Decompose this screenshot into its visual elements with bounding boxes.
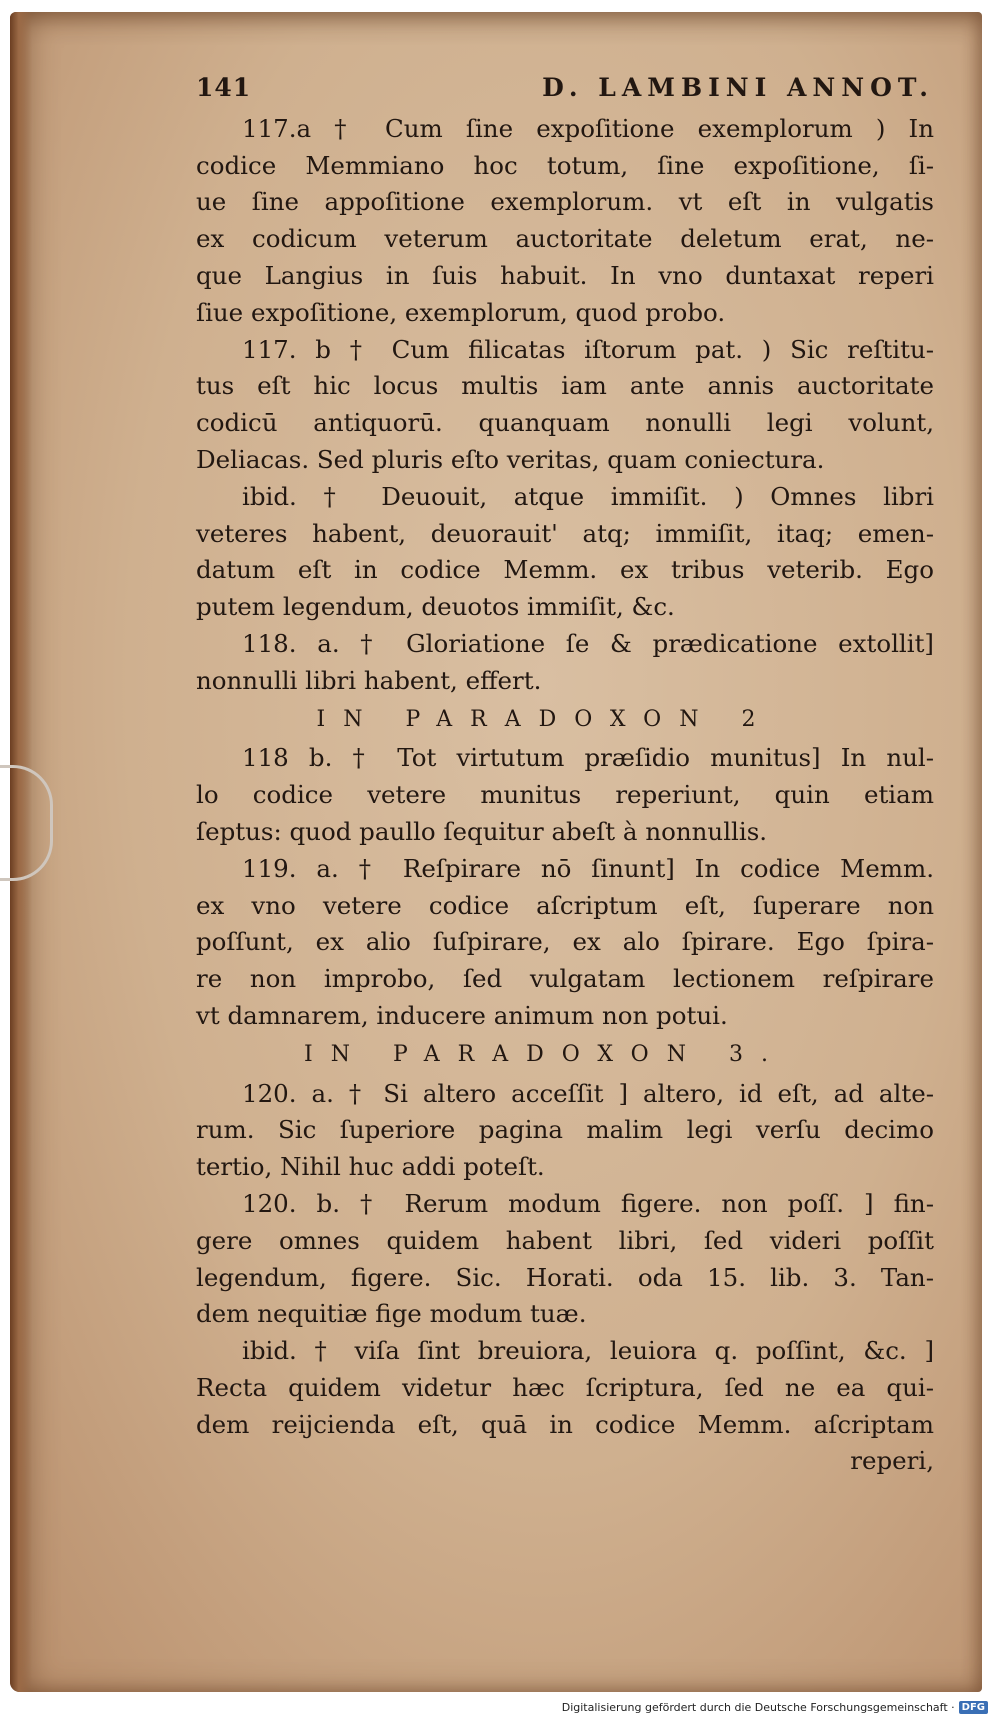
text-line: veteres habent, deuorauit' atq; immiſit, itaq; emen- [196, 518, 934, 548]
text-lines [196, 111, 934, 1480]
text-line: ſiue expoſitione, exemplorum, quod probo. [196, 297, 726, 327]
text-line: rum. Sic ſuperiore pagina malim legi verſu decimo [196, 1115, 934, 1145]
text-line: putem legendum, deuotos immiſit, &c. [196, 592, 675, 622]
text-line: dem reijcienda eſt, quā in codice Memm. aſcriptam [196, 1409, 934, 1439]
text-line: nonnulli libri habent, effert. [196, 665, 542, 695]
section-heading: IN PARADOXON 3. [304, 1041, 786, 1067]
text-line: 117.a † Cum ſine expoſitione exemplorum ) In [242, 113, 934, 143]
text-line: 119. a. † Reſpirare nō ſinunt] In codice Memm. [242, 853, 934, 883]
text-line: datum eſt in codice Memm. ex tribus veterib. Ego [196, 555, 934, 585]
text-line: Recta quidem videtur hæc ſcriptura, ſed ne ea qui- [196, 1372, 934, 1402]
text-line: lo codice vetere munitus reperiunt, quin etiam [196, 780, 934, 810]
text-line: ue ſine appoſitione exemplorum. vt eſt in vulgatis [196, 187, 934, 217]
running-header [196, 70, 934, 107]
text-line: codicū antiquorū. quanquam nonulli legi volunt, [196, 408, 934, 438]
text-line: ex vno vetere codice aſcriptum eſt, ſuperare non [196, 890, 934, 920]
text-line: gere omnes quidem habent libri, ſed videri poſſit [196, 1225, 934, 1255]
text-line: vt damnarem, inducere animum non potui. [196, 1000, 728, 1030]
text-line: 118 b. † Tot virtutum præſidio munitus] In nul- [242, 743, 934, 773]
text-line: reperi, [850, 1446, 934, 1476]
text-line: 118. a. † Gloriatione ſe & prædicatione extollit] [242, 628, 934, 658]
text-line: Deliacas. Sed pluris eſto veritas, quam coniectura. [196, 444, 825, 474]
page-text [196, 70, 934, 1480]
text-line: 117. b † Cum filicatas iſtorum pat. ) Sic reſtitu- [242, 334, 934, 364]
page-number: 141 [196, 73, 252, 102]
text-line: 120. a. † Si altero acceſſit ] altero, id eſt, ad alte- [242, 1078, 934, 1108]
page-clip [0, 765, 53, 881]
text-line: tertio, Nihil huc addi poteſt. [196, 1152, 545, 1182]
text-line: que Langius in ſuis habuit. In vno duntaxat reperi [196, 260, 934, 290]
text-line: re non improbo, ſed vulgatam lectionem reſpirare [196, 964, 934, 994]
text-line: poſſunt, ex alio ſuſpirare, ex alo ſpirare. Ego ſpira- [196, 927, 934, 957]
footer-credit-text: Digitalisierung gefördert durch die Deutsche Forschungsgemeinschaft · [561, 1700, 955, 1714]
text-line: ſeptus: quod paullo ſequitur abeſt à nonnullis. [196, 816, 768, 846]
section-heading: IN PARADOXON 2 [316, 706, 774, 732]
footer-credit [0, 1697, 1000, 1717]
text-line: tus eſt hic locus multis iam ante annis auctoritate [196, 371, 934, 401]
text-line: ibid. † viſa ſint breuiora, leuiora q. poſſint, &c. ] [242, 1336, 934, 1366]
text-line: dem nequitiæ fige modum tuæ. [196, 1299, 587, 1329]
dfg-logo-icon: DFG [959, 1701, 988, 1714]
running-title: D. LAMBINI ANNOT. [542, 73, 934, 102]
text-line: ex codicum veterum auctoritate deletum erat, ne- [196, 224, 934, 254]
text-line: 120. b. † Rerum modum figere. non poſſ. ] fin- [242, 1188, 934, 1218]
text-line: codice Memmiano hoc totum, ſine expoſitione, ſi- [196, 150, 934, 180]
text-line: legendum, figere. Sic. Horati. oda 15. lib. 3. Tan- [196, 1262, 934, 1292]
text-line: ibid. † Deuouit, atque immiſit. ) Omnes libri [242, 481, 934, 511]
